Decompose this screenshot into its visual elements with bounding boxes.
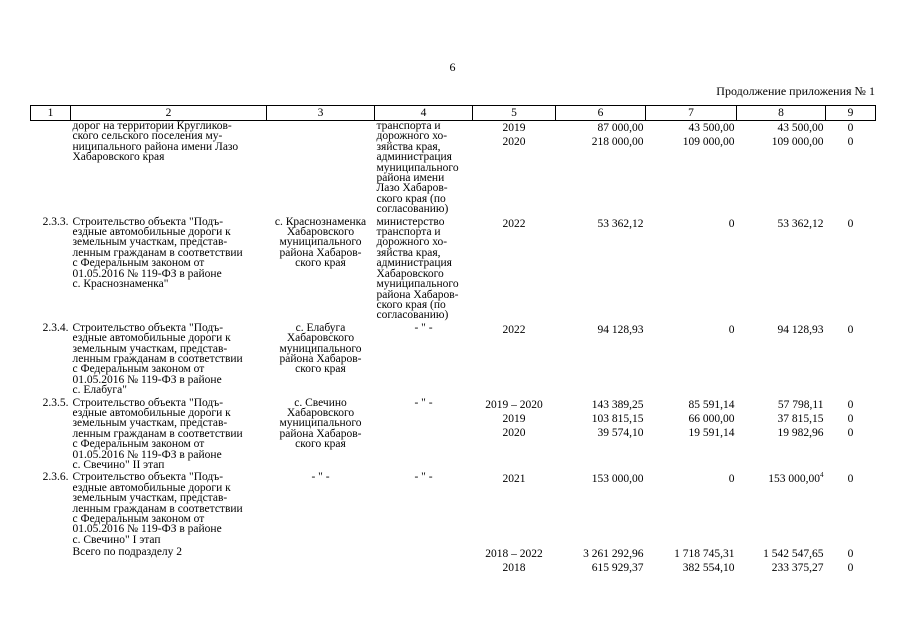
- item-name-cell-line: Строительство объекта "Подъ-: [72, 471, 224, 484]
- federal-amount-cell-line: 0: [728, 217, 735, 230]
- regional-amount-cell-line: 94 128,93: [777, 323, 824, 336]
- federal-amount-cell-line: 19 591,14: [688, 426, 735, 439]
- item-name-cell-line: 01.05.2016 № 119-ФЗ в районе: [72, 448, 222, 461]
- years-cell-line: 2018 – 2022: [485, 548, 543, 561]
- item-name-cell-line: земельным участкам, представ-: [72, 417, 228, 430]
- total-amount-cell: [556, 215, 646, 321]
- item-name-cell-line: земельным участкам, представ-: [72, 236, 228, 249]
- regional-amount-cell-line: 57 798,11: [777, 398, 824, 411]
- item-number-cell-line: 2.3.5.: [42, 396, 69, 409]
- other-amount-cell: [826, 321, 876, 396]
- other-amount-cell-line: 0: [847, 426, 854, 439]
- years-cell-line: 2020: [502, 136, 526, 148]
- item-name-cell-line: с Федеральным законом от: [72, 438, 205, 451]
- total-amount-cell-line: 39 574,10: [597, 426, 644, 439]
- item-name-cell-line: 01.05.2016 № 119-ФЗ в районе: [72, 267, 222, 280]
- executor-cell-line: транспорта и: [376, 226, 441, 239]
- executor-cell-line: муниципального: [376, 278, 459, 291]
- regional-amount-cell-line: 19 982,96: [777, 426, 824, 439]
- total-amount-cell-line: 615 929,37: [591, 562, 644, 575]
- executor-cell-line: администрация: [376, 257, 452, 270]
- table-row: [31, 545, 876, 575]
- federal-amount-cell-line: 382 554,10: [682, 562, 735, 575]
- header-cell: 1: [31, 106, 71, 121]
- header-cell: 3: [267, 106, 375, 121]
- executor-cell-line: зяйства края,: [376, 246, 441, 259]
- executor-cell-line: района Хабаров-: [376, 288, 459, 301]
- executor-cell-line: министерство: [376, 215, 445, 228]
- header-cell: 6: [556, 106, 646, 121]
- item-number-cell-line: 2.3.6.: [42, 471, 69, 484]
- item-name-cell-line: ленным гражданам в соответствии: [72, 427, 243, 440]
- item-name-cell-line: ездные автомобильные дороги к: [72, 481, 231, 494]
- item-name-cell-line: земельным участкам, представ-: [72, 342, 228, 355]
- other-amount-cell-line: 0: [847, 136, 854, 148]
- item-name-cell-line: ского сельского поселения му-: [72, 130, 223, 143]
- header-cell: 7: [646, 106, 737, 121]
- federal-amount-cell: [646, 396, 737, 471]
- item-name-cell-line: с. Свечино" I этап: [72, 533, 161, 546]
- item-name-cell-line: ездные автомобильные дороги к: [72, 226, 231, 239]
- table-row: [31, 121, 876, 215]
- table-row: [31, 215, 876, 321]
- total-amount-cell: [556, 321, 646, 396]
- federal-amount-cell-line: 0: [728, 473, 735, 486]
- item-name-cell-line: Строительство объекта "Подъ-: [72, 396, 224, 409]
- item-number-cell: [31, 121, 71, 215]
- years-cell-line: 2022: [502, 217, 526, 230]
- years-cell-line: 2022: [502, 323, 526, 336]
- executor-cell: [375, 545, 473, 575]
- item-name-cell-line: 01.05.2016 № 119-ФЗ в районе: [72, 373, 222, 386]
- location-cell: [267, 215, 375, 321]
- item-name-cell-line: дорог на территории Кругликов-: [72, 120, 232, 132]
- years-cell: [473, 121, 556, 215]
- regional-amount-cell-line: 109 000,00: [771, 136, 824, 148]
- item-name-cell-line: 01.05.2016 № 119-ФЗ в районе: [72, 523, 222, 536]
- location-cell-line: района Хабаров-: [279, 246, 362, 259]
- location-cell-line: с. Свечино: [294, 396, 347, 409]
- years-cell: [473, 470, 556, 545]
- total-amount-cell: [556, 121, 646, 215]
- item-number-cell-line: 2.3.4.: [42, 321, 69, 334]
- other-amount-cell: [826, 396, 876, 471]
- item-name-cell-line: Всего по подразделу 2: [72, 546, 183, 559]
- location-cell: [267, 545, 375, 575]
- location-cell: [267, 121, 375, 215]
- other-amount-cell-line: 0: [847, 217, 854, 230]
- other-amount-cell-line: 0: [847, 398, 854, 411]
- other-amount-cell: [826, 215, 876, 321]
- federal-amount-cell-line: 43 500,00: [688, 122, 735, 134]
- federal-amount-cell-line: 0: [728, 323, 735, 336]
- regional-amount-cell: [737, 321, 826, 396]
- item-name-cell: [71, 215, 267, 321]
- item-number-cell: [31, 321, 71, 396]
- total-amount-cell: [556, 396, 646, 471]
- total-amount-cell: [556, 545, 646, 575]
- years-cell-line: 2019 – 2020: [485, 398, 543, 411]
- executor-cell-line: - " -: [414, 396, 433, 409]
- page-number: 6: [449, 60, 456, 74]
- other-amount-cell-line: 0: [847, 473, 854, 486]
- federal-amount-cell: [646, 470, 737, 545]
- location-cell: [267, 321, 375, 396]
- executor-cell: [375, 321, 473, 396]
- total-amount-cell-line: 53 362,12: [597, 217, 644, 230]
- location-cell-line: Хабаровского: [286, 332, 355, 345]
- item-name-cell-line: ездные автомобильные дороги к: [72, 406, 231, 419]
- regional-amount-cell: [737, 545, 826, 575]
- executor-cell: [375, 470, 473, 545]
- years-cell: [473, 396, 556, 471]
- total-amount-cell-line: 153 000,00: [591, 473, 644, 486]
- item-name-cell-line: ленным гражданам в соответствии: [72, 352, 243, 365]
- total-amount-cell-line: 3 261 292,96: [583, 548, 644, 561]
- location-cell-line: ского края: [295, 438, 346, 451]
- executor-cell-line: Хабаровского: [376, 267, 444, 280]
- executor-cell-line: дорожного хо-: [376, 130, 448, 143]
- federal-amount-cell: [646, 321, 737, 396]
- years-cell: [473, 321, 556, 396]
- table-row: [31, 321, 876, 396]
- regional-amount-cell-line: 43 500,00: [777, 122, 824, 134]
- years-cell-line: 2021: [502, 473, 526, 486]
- continuation-label: Продолжение приложения № 1: [716, 84, 875, 98]
- executor-cell: [375, 396, 473, 471]
- item-name-cell: [71, 321, 267, 396]
- location-cell-line: Хабаровского: [286, 226, 355, 239]
- item-number-cell: [31, 215, 71, 321]
- header-cell: 9: [826, 106, 876, 121]
- program-table: [30, 105, 876, 575]
- executor-cell-line: муниципального: [376, 161, 459, 174]
- table-body: [31, 121, 876, 576]
- location-cell-line: муниципального: [279, 417, 362, 430]
- executor-cell: [375, 121, 473, 215]
- item-name-cell: [71, 396, 267, 471]
- executor-cell-line: - " -: [414, 471, 433, 484]
- regional-amount-cell: [737, 396, 826, 471]
- executor-cell-line: - " -: [414, 321, 433, 334]
- location-cell: [267, 396, 375, 471]
- header-cell: 4: [375, 106, 473, 121]
- other-amount-cell-line: 0: [847, 562, 854, 575]
- years-cell-line: 2020: [502, 426, 526, 439]
- executor-cell-line: согласованию): [376, 203, 449, 216]
- regional-amount-cell-line: 153 000,00$^4$: [768, 471, 824, 486]
- location-cell-line: ского края: [295, 363, 346, 376]
- location-cell-line: с. Елабуга: [295, 321, 346, 334]
- executor-cell-line: ского края (по: [376, 298, 446, 311]
- item-name-cell-line: земельным участкам, представ-: [72, 492, 228, 505]
- header-cell: 5: [473, 106, 556, 121]
- location-cell-line: Хабаровского: [286, 406, 355, 419]
- item-name-cell-line: с. Свечино" II этап: [72, 459, 165, 471]
- regional-amount-cell-line: 37 815,15: [777, 412, 824, 425]
- footnote-marker: 4: [820, 471, 824, 480]
- item-name-cell: [71, 470, 267, 545]
- executor-cell-line: дорожного хо-: [376, 236, 448, 249]
- item-name-cell-line: Строительство объекта "Подъ-: [72, 321, 224, 334]
- regional-amount-cell: [737, 470, 826, 545]
- table-row: [31, 470, 876, 545]
- federal-amount-cell-line: 66 000,00: [688, 412, 735, 425]
- executor-cell-line: ского края (по: [376, 192, 446, 205]
- location-cell-line: района Хабаров-: [279, 352, 362, 365]
- item-name-cell-line: ленным гражданам в соответствии: [72, 502, 243, 515]
- item-name-cell-line: с. Елабуга": [72, 384, 127, 397]
- other-amount-cell-line: 0: [847, 323, 854, 336]
- federal-amount-cell: [646, 121, 737, 215]
- total-amount-cell-line: 87 000,00: [597, 122, 644, 134]
- other-amount-cell-line: 0: [847, 412, 854, 425]
- item-name-cell: [71, 545, 267, 575]
- item-name-cell-line: ездные автомобильные дороги к: [72, 332, 231, 345]
- item-name-cell-line: ленным гражданам в соответствии: [72, 246, 243, 259]
- item-name-cell-line: Строительство объекта "Подъ-: [72, 215, 224, 228]
- header-cell: 8: [737, 106, 826, 121]
- executor-cell-line: зяйства края,: [376, 140, 441, 153]
- location-cell-line: ского края: [295, 257, 346, 270]
- location-cell: [267, 470, 375, 545]
- years-cell-line: 2019: [502, 122, 526, 134]
- table-row: [31, 396, 876, 471]
- executor-cell-line: Лазо Хабаров-: [376, 182, 448, 195]
- federal-amount-cell-line: 85 591,14: [688, 398, 735, 411]
- other-amount-cell: [826, 470, 876, 545]
- years-cell: [473, 215, 556, 321]
- executor-cell: [375, 215, 473, 321]
- executor-cell-line: транспорта и: [376, 120, 441, 132]
- regional-amount-cell: [737, 215, 826, 321]
- federal-amount-cell: [646, 545, 737, 575]
- item-number-cell: [31, 470, 71, 545]
- item-number-cell-line: 2.3.3.: [42, 215, 69, 228]
- item-number-cell: [31, 545, 71, 575]
- federal-amount-cell-line: 109 000,00: [682, 136, 735, 148]
- other-amount-cell-line: 0: [847, 548, 854, 561]
- location-cell-line: муниципального: [279, 342, 362, 355]
- total-amount-cell-line: 143 389,25: [591, 398, 644, 411]
- regional-amount-cell: [737, 121, 826, 215]
- item-number-cell: [31, 396, 71, 471]
- years-cell-line: 2019: [502, 412, 526, 425]
- regional-amount-cell-line: 53 362,12: [777, 217, 824, 230]
- regional-amount-cell-line: 1 542 547,65: [763, 548, 824, 561]
- item-name-cell-line: с. Краснознаменка": [72, 278, 169, 291]
- item-name-cell-line: ниципального района имени Лазо: [72, 140, 239, 153]
- total-amount-cell-line: 218 000,00: [591, 136, 644, 148]
- other-amount-cell: [826, 545, 876, 575]
- executor-cell-line: администрация: [376, 151, 452, 164]
- total-amount-cell-line: 94 128,93: [597, 323, 644, 336]
- location-cell-line: района Хабаров-: [279, 427, 362, 440]
- total-amount-cell-line: 103 815,15: [591, 412, 644, 425]
- federal-amount-cell-line: 1 718 745,31: [674, 548, 735, 561]
- header-cell: 2: [71, 106, 267, 121]
- executor-cell-line: района имени: [376, 172, 445, 185]
- item-name-cell: [71, 121, 267, 215]
- item-name-cell-line: Хабаровского края: [72, 151, 165, 164]
- years-cell-line: 2018: [502, 562, 526, 575]
- location-cell-line: - " -: [311, 471, 330, 484]
- total-amount-cell: [556, 470, 646, 545]
- executor-cell-line: согласованию): [376, 309, 449, 322]
- item-name-cell-line: с Федеральным законом от: [72, 257, 205, 270]
- item-name-cell-line: с Федеральным законом от: [72, 513, 205, 526]
- other-amount-cell: [826, 121, 876, 215]
- years-cell: [473, 545, 556, 575]
- federal-amount-cell: [646, 215, 737, 321]
- item-name-cell-line: с Федеральным законом от: [72, 363, 205, 376]
- location-cell-line: с. Краснознаменка: [274, 215, 367, 228]
- header-row: [31, 106, 876, 121]
- other-amount-cell-line: 0: [847, 122, 854, 134]
- location-cell-line: муниципального: [279, 236, 362, 249]
- regional-amount-cell-line: 233 375,27: [771, 562, 824, 575]
